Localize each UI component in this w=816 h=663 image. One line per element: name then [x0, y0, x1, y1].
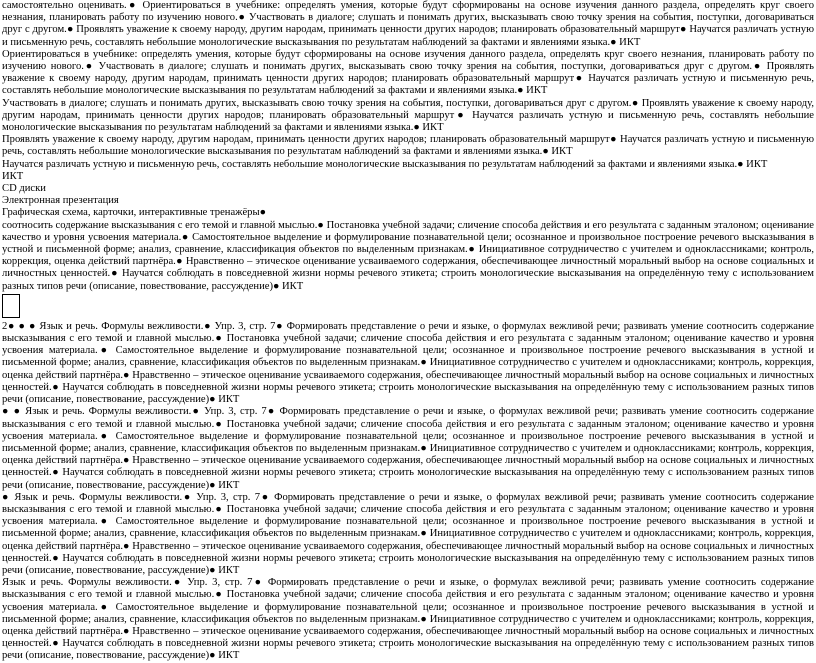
lesson-block-3: ● Язык и речь. Формулы вежливости.● Упр. 3, стр. 7● Формировать представление о речи и языке, о формулах вежливой речи; развивать умение соотносить содержание высказывания с его темой и главной мыслью.● Постановка учебной задачи; сличение способа действия и его результата с заданным эталоном; оценивание качество и уровня усвоения материала.● Самостоятельное выделение и формулирование познавательной цели; осознанное и произвольное построение речевого высказывания в устной и письменной форме; анализ, сравнение, классификация объектов по выделенным признакам.● Инициативное сотрудничество с учителем и одноклассниками; контроль, коррекция, оценка действий партнёра.● Нравственно – этическое оценивание усваиваемого содержания, обеспечивающее личностный моральный выбор на основе социальных и личностных ценностей.● Научатся соблюдать в повседневной жизни нормы речевого этикета; строить монологические высказывания на определённую тему с использованием разных типов речи (описание, повествование, рассуждение)● ИКТ: [2, 491, 814, 576]
text-block-10: соотносить содержание высказывания с его темой и главной мыслью.● Постановка учебной задачи; сличение способа действия и его результата с заданным эталоном; оценивание качество и уровня усвоения материала.● Самостоятельное выделение и формулирование познавательной цели; осознанное и произвольное построение речевого высказывания в устной и письменной форме; анализ, сравнение, классификация объектов по выделенным признакам.● Инициативное сотрудничество с учителем и одноклассниками; контроль, коррекция, оценка действий партнёра.● Нравственно – этическое оценивание усваиваемого содержания, обеспечивающее личностный моральный выбор на основе социальных и личностных ценностей.● Научатся соблюдать в повседневной жизни нормы речевого этикета; строить монологические высказывания на определённую тему с использованием разных типов речи (описание, повествование, рассуждение)● ИКТ: [2, 219, 814, 292]
text-block-5: Научатся различать устную и письменную речь, составлять небольшие монологические высказывания по результатам наблюдений за фактами и явлениями языка.● ИКТ: [2, 158, 768, 170]
lesson-block-1: 2● ● ● Язык и речь. Формулы вежливости.● Упр. 3, стр. 7● Формировать представление о речи и языке, о формулах вежливой речи; развивать умение соотносить содержание высказывания с его темой и главной мыслью.● Постановка учебной задачи; сличение способа действия и его результата с заданным эталоном; оценивание качество и уровня усвоения материала.● Самостоятельное выделение и формулирование познавательной цели; осознанное и произвольное построение речевого высказывания в устной и письменной форме; анализ, сравнение, классификация объектов по выделенным признакам.● Инициативное сотрудничество с учителем и одноклассниками; контроль, коррекция, оценка действий партнёра.● Нравственно – этическое оценивание усваиваемого содержания, обеспечивающее личностный моральный выбор на основе социальных и личностных ценностей.● Научатся соблюдать в повседневной жизни нормы речевого этикета; строить монологические высказывания на определённую тему с использованием разных типов речи (описание, повествование, рассуждение)● ИКТ: [2, 320, 814, 406]
text-block-7: CD диски: [2, 183, 46, 195]
text-block-8: Электронная презентация: [2, 195, 119, 207]
text-block-3: Участвовать в диалоге; слушать и понимать других, высказывать свою точку зрения на события, поступки, договариваться друг с другом.● Проявлять уважение к своему народу, другим народам, принимать ценности других народов; планировать образовательный маршрут● Научатся различать устную и письменную речь, составлять небольшие монологические высказывания по результатам наблюдений за фактами и явлениями языка.● ИКТ: [2, 97, 814, 134]
text-block-6: ИКТ: [2, 170, 24, 182]
text-block-2: Ориентироваться в учебнике: определять умения, которые будут сформированы на основе изучения данного раздела, определять круг своего незнания, планировать работу по изучению нового.● Участвовать в диалоге; слушать и понимать других, высказывать свою точку зрения на события, поступки, договариваться друг с другом.● Проявлять уважение к своему народу, другим народам, принимать ценности других народов; планировать образовательный маршрут● Научатся различать устную и письменную речь, составлять небольшие монологические высказывания по результатам наблюдений за фактами и явлениями языка.● ИКТ: [2, 48, 814, 97]
text-block-4: Проявлять уважение к своему народу, другим народам, принимать ценности других народов; планировать образовательный маршрут● Научатся различать устную и письменную речь, составлять небольшие монологические высказывания по результатам наблюдений за фактами и явлениями языка.● ИКТ: [2, 134, 814, 158]
lesson-block-4: Язык и речь. Формулы вежливости.● Упр. 3, стр. 7● Формировать представление о речи и языке, о формулах вежливой речи; развивать умение соотносить содержание высказывания с его темой и главной мыслью.● Постановка учебной задачи; сличение способа действия и его результата с заданным эталоном; оценивание качество и уровня усвоения материала.● Самостоятельное выделение и формулирование познавательной цели; осознанное и произвольное построение речевого высказывания в устной и письменной форме; анализ, сравнение, классификация объектов по выделенным признакам.● Инициативное сотрудничество с учителем и одноклассниками; контроль, коррекция, оценка действий партнёра.● Нравственно – этическое оценивание усваиваемого содержания, обеспечивающее личностный моральный выбор на основе социальных и личностных ценностей.● Научатся соблюдать в повседневной жизни нормы речевого этикета; строить монологические высказывания на определённую тему с использованием разных типов речи (описание, повествование, рассуждение)● ИКТ: [2, 577, 814, 662]
empty-table-cell: [2, 294, 20, 318]
text-block-9: Графическая схема, карточки, интерактивные тренажёры●: [2, 207, 266, 219]
text-block-1: самостоятельно оценивать.● Ориентироваться в учебнике: определять умения, которые будут сформированы на основе изучения данного раздела, определять круг своего незнания, планировать работу по изучению нового.● Участвовать в диалоге; слушать и понимать других, высказывать свою точку зрения на события, поступки, договариваться друг с другом.● Проявлять уважение к своему народу, другим народам, принимать ценности других народов; планировать образовательный маршрут● Научатся различать устную и письменную речь, составлять небольшие монологические высказывания по результатам наблюдений за фактами и явлениями языка.● ИКТ: [2, 0, 814, 48]
lesson-block-2: ● ● Язык и речь. Формулы вежливости.● Упр. 3, стр. 7● Формировать представление о речи и языке, о формулах вежливой речи; развивать умение соотносить содержание высказывания с его темой и главной мыслью.● Постановка учебной задачи; сличение способа действия и его результата с заданным эталоном; оценивание качество и уровня усвоения материала.● Самостоятельное выделение и формулирование познавательной цели; осознанное и произвольное построение речевого высказывания в устной и письменной форме; анализ, сравнение, классификация объектов по выделенным признакам.● Инициативное сотрудничество с учителем и одноклассниками; контроль, коррекция, оценка действий партнёра.● Нравственно – этическое оценивание усваиваемого содержания, обеспечивающее личностный моральный выбор на основе социальных и личностных ценностей.● Научатся соблюдать в повседневной жизни нормы речевого этикета; строить монологические высказывания на определённую тему с использованием разных типов речи (описание, повествование, рассуждение)● ИКТ: [2, 406, 814, 491]
